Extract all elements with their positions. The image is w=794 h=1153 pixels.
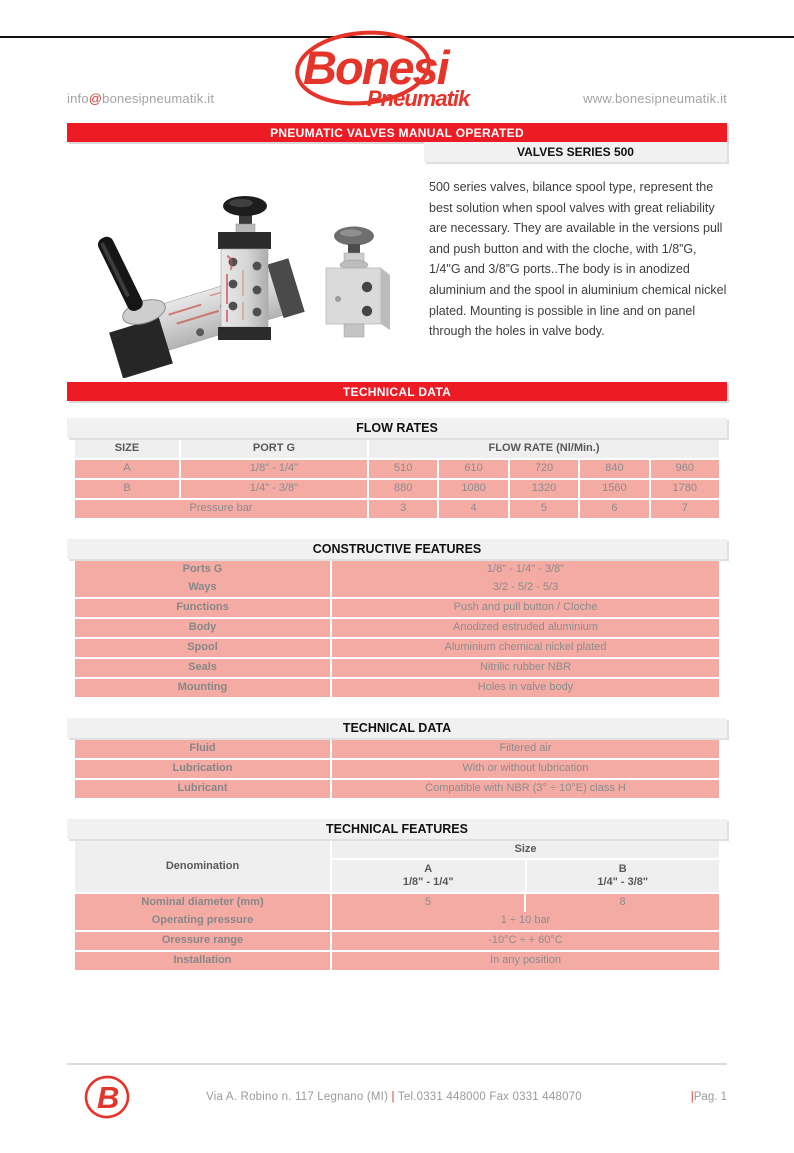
flow-rates-title-text: FLOW RATES	[356, 421, 438, 435]
website-text: www.bonesipneumatik.it	[583, 91, 727, 106]
table-row	[75, 619, 719, 637]
email-at: @	[88, 91, 103, 106]
port-cell: 1/4" - 3/8"	[181, 480, 367, 498]
feature-label: Spool	[75, 639, 330, 657]
size-a-range: 1/8" - 1/4"	[402, 876, 454, 888]
pressure-cell: 6	[580, 500, 648, 518]
feature-value: -10°C ÷ + 60°C	[332, 932, 719, 950]
footer	[67, 1063, 727, 1121]
flow-cell: 880	[369, 480, 437, 498]
size-a-name: A	[424, 863, 433, 875]
address-separator: |	[391, 1091, 395, 1103]
technical-features-table	[75, 841, 719, 970]
address-text: Via A. Robino n. 117 Legnano (MI)	[206, 1091, 389, 1103]
feature-label: Ports G	[75, 561, 330, 579]
col-header-flow: FLOW RATE (Nl/Min.)	[369, 440, 719, 458]
feature-value: Push and pull button / Cloche	[332, 599, 719, 617]
constructive-features-table	[75, 561, 719, 697]
technical-features-title	[67, 819, 727, 839]
feature-value: Filtered air	[332, 740, 719, 758]
page-number	[657, 1091, 727, 1103]
feature-value: With or without lubrication	[332, 760, 719, 778]
table-row	[75, 780, 719, 798]
feature-label: Lubricant	[75, 780, 330, 798]
technical-data-title	[67, 718, 727, 738]
header	[67, 30, 727, 114]
footer-b-logo-icon	[83, 1073, 131, 1121]
website-link[interactable]	[527, 91, 727, 114]
series-description: 500 series valves, bilance spool type, represent the best solution when spool valves with great reliability are necessary. They are available in the versions pull and push button and with the cloche, with 1/8”G, 1/4"G and 3/8”G ports..The body is in anodized aluminium and the spool in aluminium chemical nickel plated. Mounting is possible in line and on panel through the holes in valve body.	[429, 180, 727, 339]
table-row	[75, 480, 719, 498]
table-row	[75, 952, 719, 970]
feature-value: Compatible with NBR (3° ÷ 10°E) class H	[332, 780, 719, 798]
push-button-valve-icon	[218, 196, 271, 340]
table-row	[75, 760, 719, 778]
table-row	[75, 659, 719, 677]
intro-section	[67, 166, 727, 380]
flow-rates-table	[75, 440, 719, 518]
feature-value: 3/2 - 5/2 - 5/3	[332, 579, 719, 597]
feature-label: Lubrication	[75, 760, 330, 778]
feature-label: Functions	[75, 599, 330, 617]
svg-text:Bonesi: Bonesi	[303, 41, 448, 94]
table-row	[75, 679, 719, 697]
denomination-header: Denomination	[75, 841, 330, 892]
feature-label: Fluid	[75, 740, 330, 758]
size-b-header	[527, 860, 720, 892]
flow-cell: 1780	[651, 480, 719, 498]
feature-label: Ways	[75, 579, 330, 597]
table-row	[75, 894, 719, 912]
size-header-group	[332, 841, 719, 892]
series-title-text: VALVES SERIES 500	[517, 145, 634, 159]
phone-text: Tel.0331 448000 Fax 0331 448070	[397, 1091, 582, 1103]
page-text: Pag. 1	[693, 1091, 727, 1103]
constructive-features-title	[67, 539, 727, 559]
feature-label: Installation	[75, 952, 330, 970]
pressure-label: Pressure bar	[75, 500, 367, 518]
table-header-row	[75, 440, 719, 458]
flow-cell: 840	[580, 460, 648, 478]
feature-value: In any position	[332, 952, 719, 970]
svg-text:B: B	[97, 1080, 120, 1115]
feature-value: Aluminium chemical nickel plated	[332, 639, 719, 657]
pressure-cell: 4	[439, 500, 507, 518]
knob-valve-icon	[326, 227, 390, 338]
size-header: Size	[332, 841, 719, 858]
size-b-range: 1/4" - 3/8"	[597, 876, 649, 888]
svg-text:Pneumatik: Pneumatik	[367, 86, 470, 111]
feature-label: Oressure range	[75, 932, 330, 950]
series-title-bar	[424, 142, 727, 162]
email-user: info	[67, 91, 89, 106]
col-header-port: PORT G	[181, 440, 367, 458]
flow-cell: 960	[651, 460, 719, 478]
feature-value: Holes in valve body	[332, 679, 719, 697]
technical-data-banner	[67, 382, 727, 401]
pressure-row	[75, 500, 719, 518]
size-a-header	[332, 860, 525, 892]
table-row	[75, 579, 719, 597]
lever-valve-icon	[96, 234, 305, 378]
feature-label: Seals	[75, 659, 330, 677]
main-banner	[67, 123, 727, 142]
pressure-cell: 5	[510, 500, 578, 518]
feature-label: Mounting	[75, 679, 330, 697]
table-row	[75, 932, 719, 950]
col-header-size: SIZE	[75, 440, 179, 458]
main-banner-text: PNEUMATIC VALVES MANUAL OPERATED	[270, 125, 524, 140]
diameter-a-cell: 5	[332, 894, 524, 912]
footer-address	[131, 1091, 657, 1103]
bonesi-logo-icon	[289, 30, 505, 114]
size-cell: B	[75, 480, 179, 498]
table-row	[75, 460, 719, 478]
feature-value: 1/8" - 1/4" - 3/8"	[332, 561, 719, 579]
size-columns	[332, 860, 719, 892]
size-b-name: B	[618, 863, 627, 875]
feature-label: Operating pressure	[75, 912, 330, 930]
flow-cell: 720	[510, 460, 578, 478]
flow-cell: 610	[439, 460, 507, 478]
brand-logo	[287, 30, 507, 114]
email-domain: bonesipneumatik.it	[102, 91, 215, 106]
email-link[interactable]	[67, 91, 267, 114]
feature-label: Nominal diameter (mm)	[75, 894, 330, 912]
port-cell: 1/8" - 1/4"	[181, 460, 367, 478]
feature-value: Anodized estruded aluminium	[332, 619, 719, 637]
technical-features-title-text: TECHNICAL FEATURES	[326, 822, 468, 836]
table-row	[75, 599, 719, 617]
feature-value: Nitrilic rubber NBR	[332, 659, 719, 677]
table-row	[75, 561, 719, 579]
feature-value: 1 ÷ 10 bar	[332, 912, 719, 930]
pressure-cell: 3	[369, 500, 437, 518]
valves-product-photo	[67, 166, 423, 378]
flow-rates-title	[67, 418, 727, 438]
page-separator: |	[690, 1091, 694, 1103]
flow-cell: 1320	[510, 480, 578, 498]
technical-data-banner-text: TECHNICAL DATA	[342, 384, 452, 399]
diameter-b-cell: 8	[526, 894, 719, 912]
table-row	[75, 912, 719, 930]
table-row	[75, 639, 719, 657]
table-header-row	[75, 841, 719, 892]
pressure-cell: 7	[651, 500, 719, 518]
technical-data-table	[75, 740, 719, 798]
feature-label: Body	[75, 619, 330, 637]
size-cell: A	[75, 460, 179, 478]
constructive-features-title-text: CONSTRUCTIVE FEATURES	[312, 542, 482, 556]
table-row	[75, 740, 719, 758]
technical-data-title-text: TECHNICAL DATA	[342, 721, 452, 735]
flow-cell: 1080	[439, 480, 507, 498]
flow-cell: 1560	[580, 480, 648, 498]
flow-cell: 510	[369, 460, 437, 478]
